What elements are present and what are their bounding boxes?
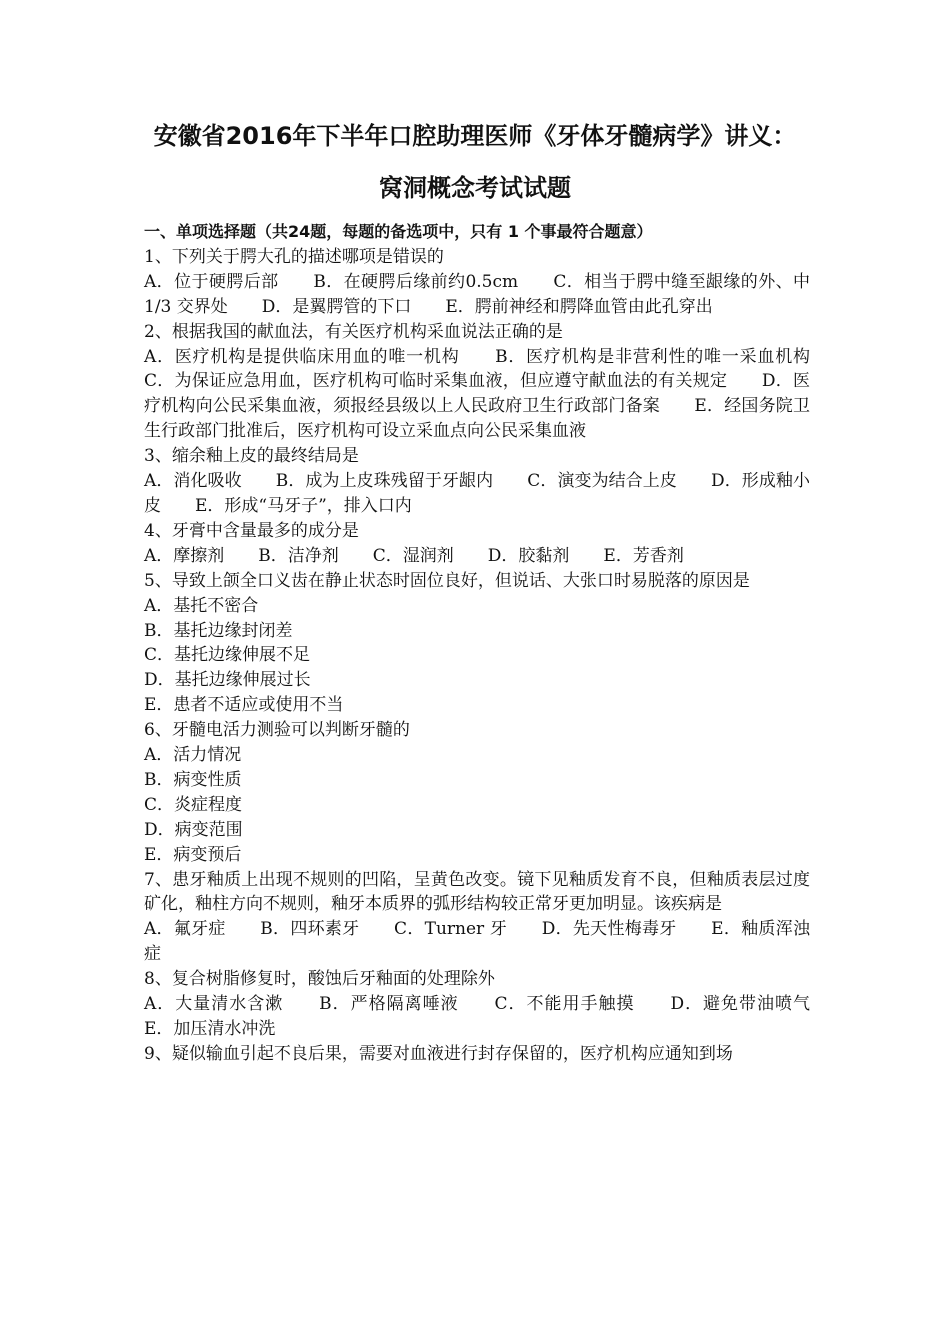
question-stem: 3、缩余釉上皮的最终结局是 — [144, 446, 359, 467]
option-line: C．基托边缘伸展不足 — [144, 645, 311, 666]
option-line: E．患者不适应或使用不当 — [144, 695, 344, 716]
option-line: A．活力情况 — [144, 745, 242, 766]
option-line: D．病变范围 — [144, 819, 243, 840]
option-line: A．基托不密合 — [144, 595, 259, 616]
option-line: B．病变性质 — [144, 769, 242, 790]
question-stem: 2、根据我国的献血法，有关医疗机构采血说法正确的是 — [144, 321, 563, 342]
title-line-2: 窝洞概念考试试题 — [379, 174, 571, 202]
question-options: A．摩擦剂 B．洁净剂 C．湿润剂 D．胶黏剂 E．芳香剂 — [144, 545, 684, 566]
question-stem: 4、牙膏中含量最多的成分是 — [144, 520, 359, 541]
document-body — [144, 220, 844, 1067]
question-options: A．消化吸收 B．成为上皮珠残留于牙龈内 C．演变为结合上皮 D．形成釉小皮 E．形成“马牙子”，排入口内 — [144, 471, 810, 516]
question-options: A．医疗机构是提供临床用血的唯一机构 B．医疗机构是非营利性的唯一采血机构 C．为保证应急用血，医疗机构可临时采集血液，但应遵守献血法的有关规定 D．医疗机构向公民采集血液，须报经县级以上人民政府卫生行政部门备案 E．经国务院卫生行政部门批准后，医疗机构可设立采血点向公民采集血液 — [144, 346, 844, 442]
option-line: D．基托边缘伸展过长 — [144, 670, 311, 691]
question-stem: 6、牙髓电活力测验可以判断牙髓的 — [144, 720, 410, 741]
title-line-1: 安徽省2016年下半年口腔助理医师《牙体牙髓病学》讲义： — [153, 122, 797, 150]
section-heading: 一、单项选择题（共24题，每题的备选项中，只有 1 个事最符合题意） — [144, 222, 653, 241]
question-stem: 7、患牙釉质上出现不规则的凹陷，呈黄色改变。镜下见釉质发育不良，但釉质表层过度矿化，釉柱方向不规则，釉牙本质界的弧形结构较正常牙更加明显。该疾病是 — [144, 869, 810, 915]
question-stem: 1、下列关于腭大孔的描述哪项是错误的 — [144, 246, 444, 267]
option-line: B．基托边缘封闭差 — [144, 620, 293, 641]
question-stem: 9、疑似输血引起不良后果，需要对血液进行封存保留的，医疗机构应通知到场 — [144, 1043, 733, 1064]
question-options: A．大量清水含漱 B．严格隔离唾液 C．不能用手触摸 D．避免带油喷气 E．加压清水冲洗 — [144, 994, 844, 1039]
question-options: A．氟牙症 B．四环素牙 C．Turner 牙 D．先天性梅毒牙 E．釉质浑浊症 — [144, 919, 810, 965]
question-stem: 5、导致上颌全口义齿在静止状态时固位良好，但说话、大张口时易脱落的原因是 — [144, 570, 750, 591]
question-stem: 8、复合树脂修复时，酸蚀后牙釉面的处理除外 — [144, 969, 495, 990]
option-line: E．病变预后 — [144, 844, 242, 865]
question-options: A．位于硬腭后部 B．在硬腭后缘前约0.5cm C．相当于腭中缝至龈缘的外、中 1/3 交界处 D．是翼腭管的下口 E．腭前神经和腭降血管由此孔穿出 — [144, 271, 810, 317]
option-line: C．炎症程度 — [144, 794, 243, 815]
